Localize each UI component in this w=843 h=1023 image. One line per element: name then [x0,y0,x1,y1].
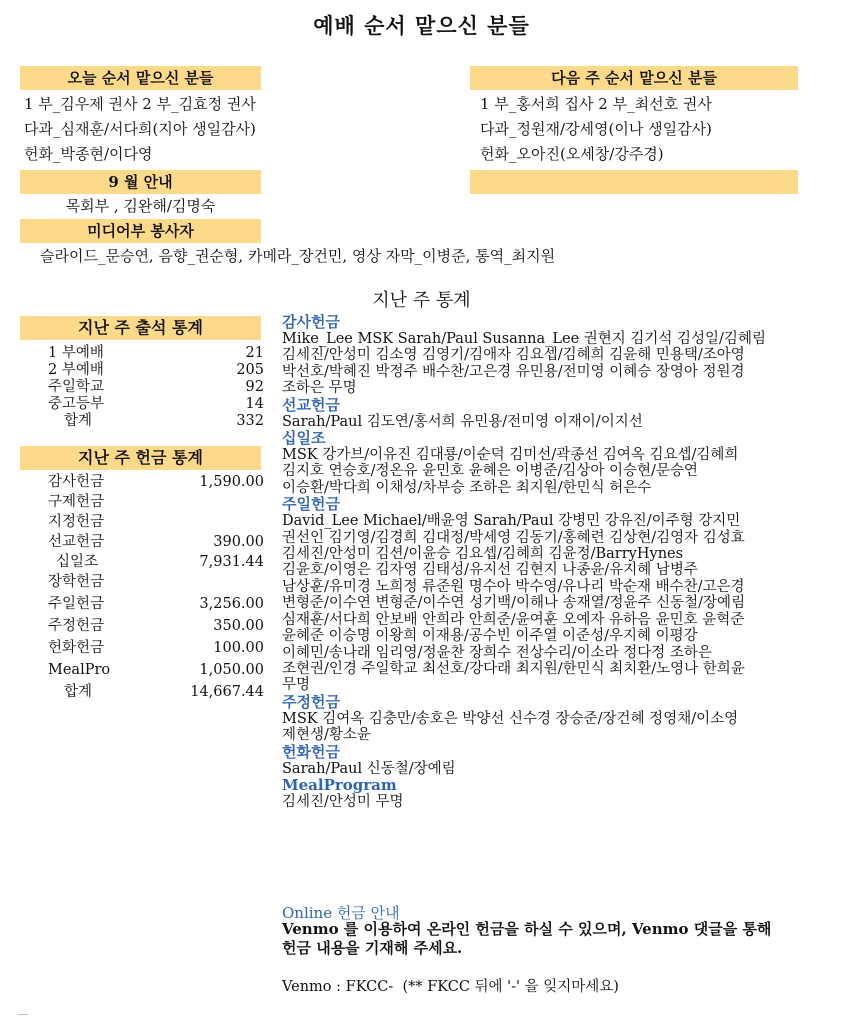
online-text: Venmo 를 이용하여 온라인 헌금을 하실 수 있으며, Venmo 댓글을 통해 헌금 내용을 기재해 주세요. [282,920,772,957]
offering-value: 100.00 [213,640,264,656]
donation-category: 감사헌금 [282,313,340,331]
next-week-line: 다과_정원재/강세영(이나 생일감사) [480,120,712,138]
donation-names: 김세진/안성미 무명 [282,793,404,810]
attendance-label: 중고등부 [48,396,105,412]
donation-category: MealProgram [282,775,397,794]
offering-value: 14,667.44 [190,684,264,700]
attendance-row [16,396,264,412]
donation-names: David_Lee Michael/배윤영 Sarah/Paul 강병민 강유진/이주형 강지민 권선인 김기영/김경희 김대정/박세영 김동기/홍혜련 김상현/김영자 김성효 김세진/안성미 김션/이윤승 김요셉/김혜희 김윤정/BarryHynes 김윤호/이영은 김자영 김태성/유지선 김현지 나종윤/유지혜 남병주 남상훈/유미경 노희정 류준원 명수아 박수영/유나리 박순재 배수찬/고은경 변형준/이수연 변형준/이수연 성기백/이해나 송재열/정윤주 신동철/장예림 심재훈/서다희 안보배 안희라 안희준/윤여훈 오예자 유하음 윤민호 윤혁준 윤혜준 이승명 이왕희 이재용/공수빈 이주열 이준성/우지혜 이평강 이혜민/송나래 임리영/정윤찬 장희수 전상수리/이소라 정다정 조하은 조현권/인경 주일학교 최선호/강다래 최지원/한민식 최치환/노영나 한희윤 무명 [282,513,746,694]
today-line: 1 부_김우제 권사 2 부_김효정 권사 [24,95,256,113]
attendance-header: 지난 주 출석 통계 [20,316,261,340]
offering-value: 3,256.00 [199,596,264,612]
attendance-value: 92 [245,379,264,395]
offering-label: 감사헌금 [48,474,105,490]
september-header: 9 월 안내 [20,170,261,194]
attendance-label: 주일학교 [48,379,105,395]
donation-names: Sarah/Paul 신동철/장예림 [282,760,456,777]
donation-names: Sarah/Paul 김도연/홍서희 유민용/전미영 이재이/이지선 [282,413,643,430]
offering-label: 지정헌금 [48,514,105,530]
offering-label: 헌화헌금 [48,640,105,656]
offering-row [16,534,264,550]
donation-category: 주일헌금 [282,495,340,514]
offering-label: 십일조 [56,554,99,570]
media-text: 슬라이드_문승연, 음향_권순형, 카메라_장건민, 영상 자막_이병준, 통역_최지원 [40,247,556,265]
offering-value: 350.00 [213,618,264,634]
offering-label: 선교헌금 [48,534,105,550]
attendance-value: 332 [236,413,264,429]
offering-label: 주일헌금 [48,596,105,612]
offering-label: 장학헌금 [48,574,105,590]
attendance-row [16,362,264,378]
donation-names: Mike_Lee MSK Sarah/Paul Susanna_Lee 권현지 김기석 김성일/김혜림 김세진/안성미 김소영 김영기/김애자 김요셉/김혜희 김윤해 민용택/조아영 박선호/박혜진 박정주 배수찬/고은경 유민용/전미영 이혜승 장영아 정원경 조하은 무명 [282,331,766,397]
media-header: 미디어부 봉사자 [20,219,261,243]
donation-category: 헌화헌금 [282,742,340,761]
offering-row [16,662,264,678]
september-text: 목회부 , 김완해/김명숙 [65,197,216,215]
offering-table [16,474,264,700]
attendance-label: 2 부예배 [48,362,104,378]
offering-row [16,494,264,510]
offering-value: 1,050.00 [199,662,264,678]
page-mark [18,1014,28,1015]
next-week-empty-bar [470,170,798,194]
stats-title: 지난 주 통계 [372,290,471,311]
offering-value: 390.00 [213,534,264,550]
attendance-row [16,413,264,429]
offering-row [16,554,264,570]
attendance-row [16,345,264,361]
online-title: Online 헌금 안내 [282,904,400,922]
offering-row [16,640,264,656]
offering-value: 7,931.44 [199,554,264,570]
donation-names: MSK 김여옥 김충만/송호은 박양선 신수경 장승준/장건혜 정영채/이소영 제현생/황소윤 [282,710,739,744]
attendance-label: 1 부예배 [48,345,104,361]
next-week-line: 1 부_홍서희 집사 2 부_최선호 권사 [480,95,712,113]
donation-category: 주정헌금 [282,692,340,711]
attendance-value: 21 [245,345,264,361]
offering-row [16,574,264,590]
offering-header: 지난 주 헌금 통계 [20,446,261,470]
donor-lists [282,314,822,810]
attendance-value: 14 [245,396,264,412]
offering-row [16,596,264,612]
next-week-header: 다음 주 순서 맡으신 분들 [470,66,798,90]
venmo-text: Venmo : FKCC- (** FKCC 뒤에 '-' 을 잊지마세요) [282,979,619,995]
attendance-label: 합계 [64,413,93,429]
today-line: 다과_심재훈/서다희(지아 생일감사) [24,120,256,138]
attendance-value: 205 [236,362,264,378]
offering-label: 구제헌금 [48,494,105,510]
donation-category: 선교헌금 [282,395,340,414]
offering-row [16,474,264,490]
attendance-row [16,379,264,395]
attendance-table [16,345,264,430]
donation-category: 십일조 [282,429,326,448]
today-line: 헌화_박종현/이다영 [24,145,153,163]
today-header: 오늘 순서 맡으신 분들 [20,66,261,90]
page-title: 예배 순서 맡으신 분들 [313,13,530,38]
offering-label: 합계 [64,684,93,700]
offering-label: MealPro [48,662,111,678]
offering-row [16,684,264,700]
offering-value: 1,590.00 [199,474,264,490]
offering-row [16,514,264,530]
next-week-line: 헌화_오아진(오세창/강주경) [480,145,664,163]
donation-names: MSK 강가브/이유진 김대룡/이순덕 김미선/곽종선 김여옥 김요셉/김혜희 김지호 연승호/정온유 윤민호 윤혜은 이병준/김상아 이승현/문승연 이승환/박다희 이채성/차부승 조하은 최지원/한민식 허은수 [282,447,739,496]
offering-row [16,618,264,634]
offering-label: 주정헌금 [48,618,105,634]
